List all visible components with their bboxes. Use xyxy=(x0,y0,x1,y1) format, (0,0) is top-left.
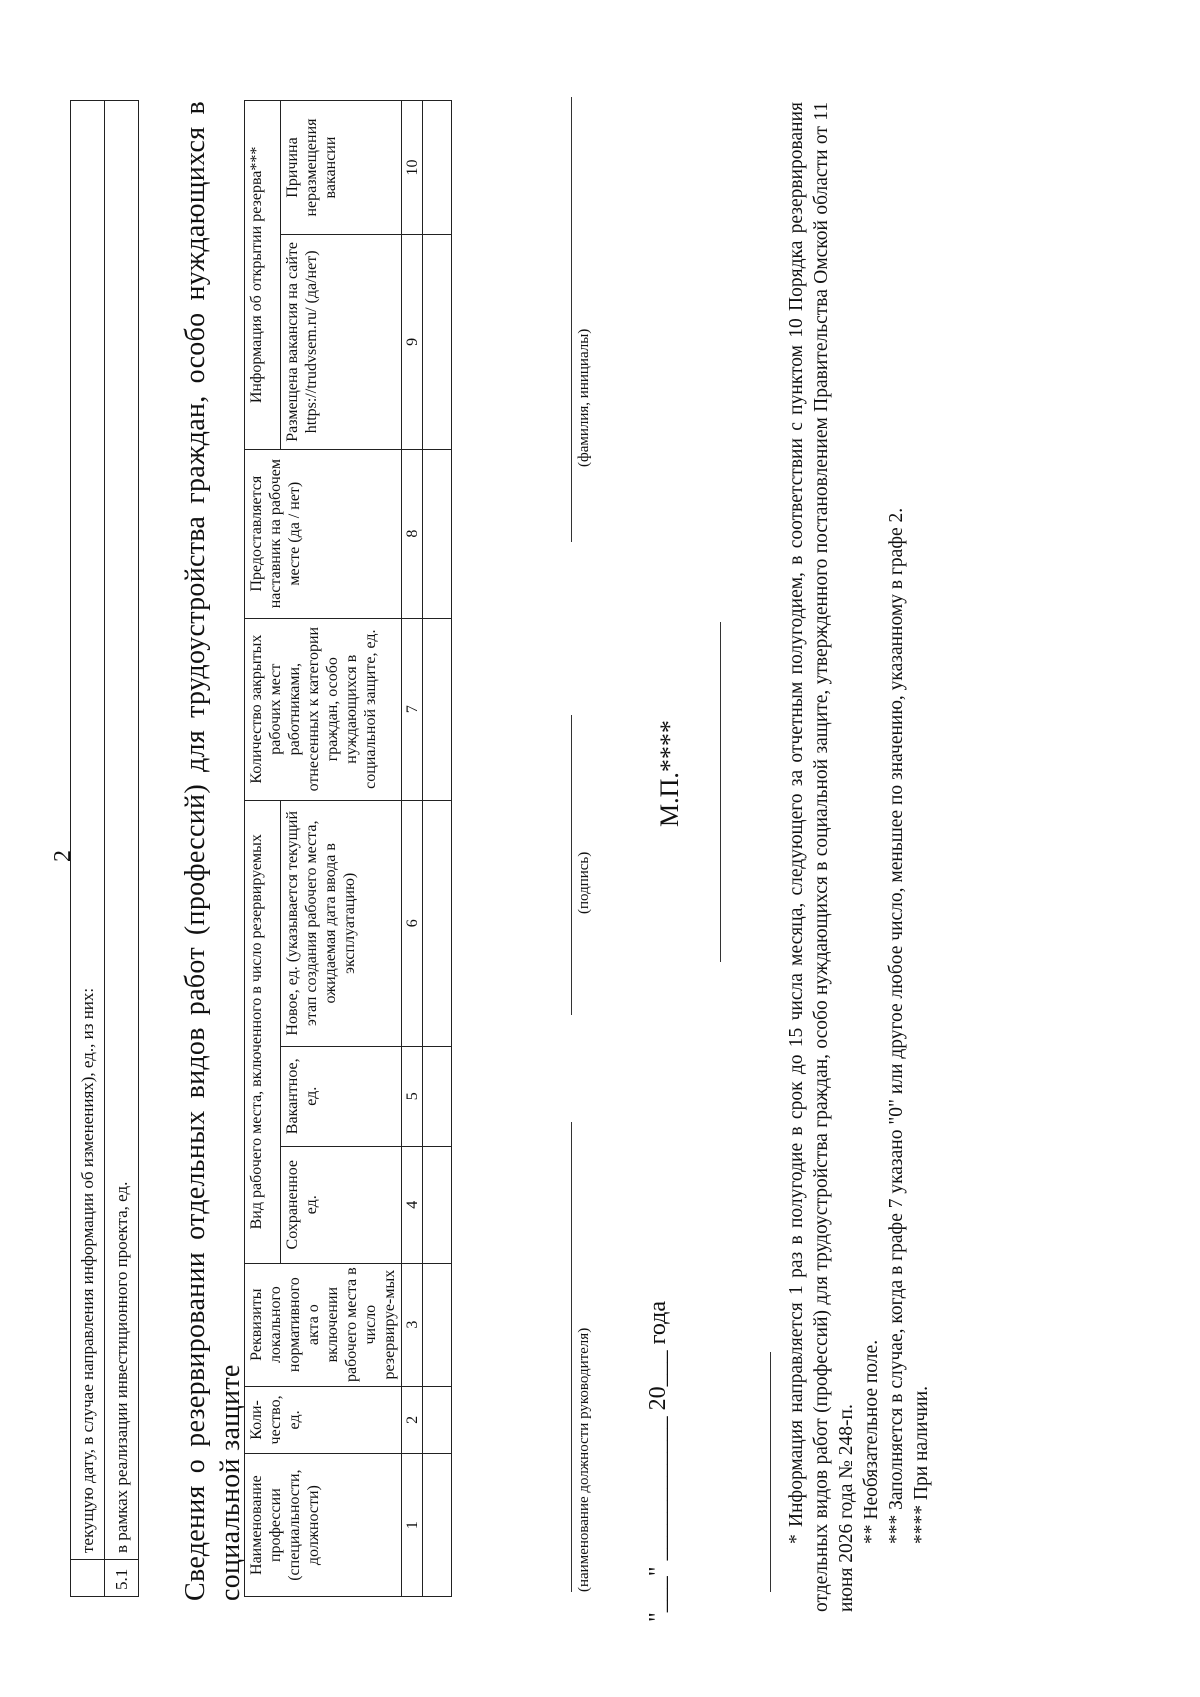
position-caption: (наименование должности руководителя) xyxy=(576,1327,592,1592)
header-profession: Наименование профессии (специальности, должности) xyxy=(245,1454,402,1597)
page-number: 2 xyxy=(50,850,76,862)
header-preserved: Сохраненное ед. xyxy=(280,1146,401,1263)
header-quantity: Коли-чество, ед. xyxy=(245,1386,402,1454)
signature-caption: (подпись) xyxy=(576,851,592,914)
section-heading: Сведения о резервировании отдельных видов работ (профессий) для трудоустройства граждан, особо нуждающихся в социальной защите xyxy=(180,101,246,1601)
table-cell xyxy=(423,1454,452,1597)
signature-line xyxy=(571,715,572,1015)
column-numbers-row xyxy=(402,101,423,1597)
column-number: 8 xyxy=(402,449,423,618)
table-cell xyxy=(423,800,452,1046)
column-number: 9 xyxy=(402,235,423,450)
footnote-1: * Информация направляется 1 раз в полугодие в срок до 15 числа месяца, следующего за отчетным полугодием, в соответствии с пунктом 10 Порядка резервирования отдельных видов работ (профессий) для трудоустройства граждан, особо нуждающихся в социальной защите, утвержденного постановлением Правительства Омской области от 11 июня 2026 года № 248-п. xyxy=(786,102,857,1612)
column-number: 6 xyxy=(402,800,423,1046)
table-cell xyxy=(423,1386,452,1454)
row-text-cell: в рамках реализации инвестиционного проекта, ед. xyxy=(105,101,139,1560)
table-cell xyxy=(423,101,452,235)
column-number: 10 xyxy=(402,101,423,235)
row-text-cell: текущую дату, в случае направления информации об изменениях), ед., из них: xyxy=(71,101,105,1560)
header-reserve-info: Информация об открытии резерва*** xyxy=(245,101,281,450)
header-new: Новое, ед. (указывается текущий этап создания рабочего места, ожидаемая дата ввода в эксплуатацию) xyxy=(280,800,401,1046)
header-workplace-type: Вид рабочего места, включенного в число резервируемых xyxy=(245,800,281,1263)
stamp-mark: М.П.**** xyxy=(655,720,684,827)
footnote-4: **** При наличии. xyxy=(911,1386,932,1544)
header-closed-places: Количество закрытых рабочих мест работниками, отнесенных к категории граждан, особо нуждающихся в социальной защите, ед. xyxy=(245,618,402,800)
header-not-posted-reason: Причина неразмещения вакансии xyxy=(280,101,401,235)
row-number-cell: 5.1 xyxy=(105,1560,139,1597)
table-cell xyxy=(423,1046,452,1146)
continuation-table xyxy=(70,100,139,1597)
empty-data-row xyxy=(423,101,452,1597)
header-local-act: Реквизиты локального нормативного акта о включении рабочего места в число резервируе-мых xyxy=(245,1263,402,1386)
column-number: 5 xyxy=(402,1046,423,1146)
table-row xyxy=(105,101,139,1597)
date-line: "___" ____________ 20___ года xyxy=(645,1300,671,1622)
footnotes xyxy=(770,102,934,1612)
reservation-table xyxy=(244,100,452,1597)
table-cell xyxy=(423,618,452,800)
footnote-3: *** Заполняется в случае, когда в графе 7 указано "0" или другое любое число, меньшее по значению, указанному в графе 2. xyxy=(886,507,907,1544)
table-cell xyxy=(423,449,452,618)
column-number: 4 xyxy=(402,1146,423,1263)
header-vacant: Вакантное, ед. xyxy=(280,1046,401,1146)
header-mentor: Предоставляется наставник на рабочем месте (да / нет) xyxy=(245,449,402,618)
column-number: 3 xyxy=(402,1263,423,1386)
position-signature-line xyxy=(571,1122,572,1592)
table-cell xyxy=(423,235,452,450)
name-signature-line xyxy=(571,97,572,542)
table-cell xyxy=(423,1263,452,1386)
column-number: 2 xyxy=(402,1386,423,1454)
table-cell xyxy=(423,1146,452,1263)
header-vacancy-posted: Размещена вакансия на сайте https://trudvsem.ru/ (да/нет) xyxy=(280,235,401,450)
table-row xyxy=(71,101,105,1597)
separator-line xyxy=(720,622,721,962)
column-number: 1 xyxy=(402,1454,423,1597)
column-number: 7 xyxy=(402,618,423,800)
footnote-2: ** Необязательное поле. xyxy=(861,1339,882,1544)
header-row xyxy=(245,101,281,1597)
row-number-cell xyxy=(71,1560,105,1597)
name-caption: (фамилия, инициалы) xyxy=(576,328,592,467)
